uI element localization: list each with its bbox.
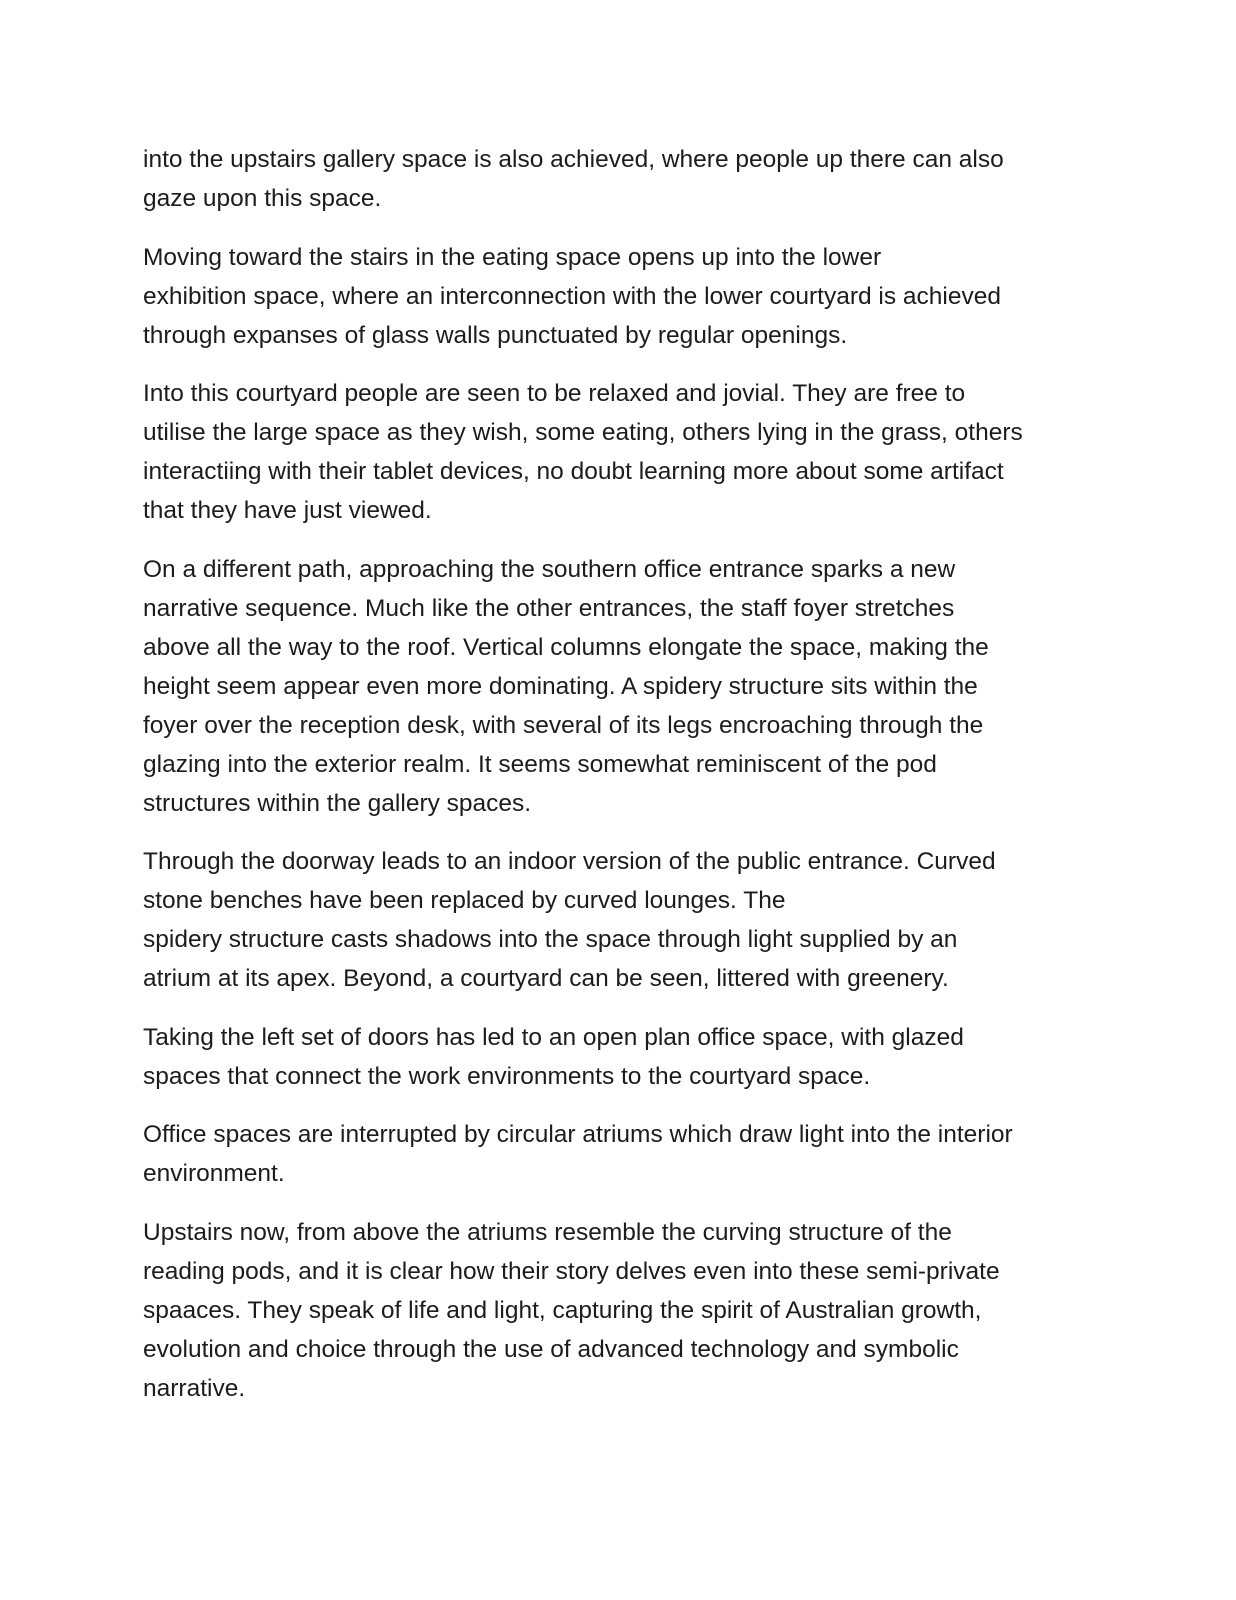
text-line: glazing into the exterior realm. It seems somewhat reminiscent of the pod: [143, 750, 937, 778]
text-line: narrative.: [143, 1374, 246, 1402]
text-line: above all the way to the roof. Vertical columns elongate the space, making the: [143, 633, 989, 661]
text-line: structures within the gallery spaces.: [143, 789, 532, 817]
text-line: Through the doorway leads to an indoor version of the public entrance. Curved: [143, 848, 996, 875]
text-line: foyer over the reception desk, with several of its legs encroaching through the: [143, 711, 984, 739]
text-line: through expanses of glass walls punctuated by regular openings.: [143, 321, 848, 349]
text-line: Into this courtyard people are seen to be relaxed and jovial. They are free to: [143, 380, 966, 407]
paragraph-3: [143, 374, 1083, 530]
text-line: Office spaces are interrupted by circular atriums which draw light into the interior: [143, 1121, 1013, 1148]
text-line: utilise the large space as they wish, some eating, others lying in the grass, others: [143, 419, 1023, 446]
text-line: On a different path, approaching the southern office entrance sparks a new: [143, 555, 956, 583]
text-line: environment.: [143, 1160, 285, 1187]
text-line: narrative sequence. Much like the other entrances, the staff foyer stretches: [143, 594, 955, 622]
text-line: reading pods, and it is clear how their story delves even into these semi-private: [143, 1257, 1000, 1285]
text-line: that they have just viewed.: [143, 497, 432, 524]
paragraph-7: [143, 1115, 1083, 1193]
paragraph-2: [143, 238, 1083, 355]
text-line: interactiing with their tablet devices, no doubt learning more about some artifact: [143, 458, 1004, 485]
text-line: spidery structure casts shadows into the space through light supplied by an: [143, 926, 958, 953]
text-line: spaaces. They speak of life and light, capturing the spirit of Australian growth,: [143, 1296, 982, 1324]
text-line: stone benches have been replaced by curved lounges. The: [143, 887, 786, 914]
paragraph-8: [143, 1213, 1083, 1408]
text-line: atrium at its apex. Beyond, a courtyard can be seen, littered with greenery.: [143, 965, 949, 992]
text-line: spaces that connect the work environments to the courtyard space.: [143, 1062, 871, 1090]
text-line: height seem appear even more dominating. A spidery structure sits within the: [143, 672, 978, 700]
paragraph-5: [143, 842, 1083, 998]
text-line: into the upstairs gallery space is also achieved, where people up there can also: [143, 146, 1004, 173]
text-line: Taking the left set of doors has led to an open plan office space, with glazed: [143, 1023, 964, 1051]
paragraph-4: [143, 550, 1083, 823]
paragraph-6: [143, 1018, 1083, 1096]
text-line: gaze upon this space.: [143, 185, 382, 212]
text-line: exhibition space, where an interconnection with the lower courtyard is achieved: [143, 282, 1001, 310]
text-line: evolution and choice through the use of advanced technology and symbolic: [143, 1335, 959, 1363]
text-line: Upstairs now, from above the atriums resemble the curving structure of the: [143, 1218, 952, 1246]
text-line: Moving toward the stairs in the eating space opens up into the lower: [143, 243, 882, 271]
body-text: [143, 140, 1083, 1427]
paragraph-1: [143, 140, 1083, 218]
